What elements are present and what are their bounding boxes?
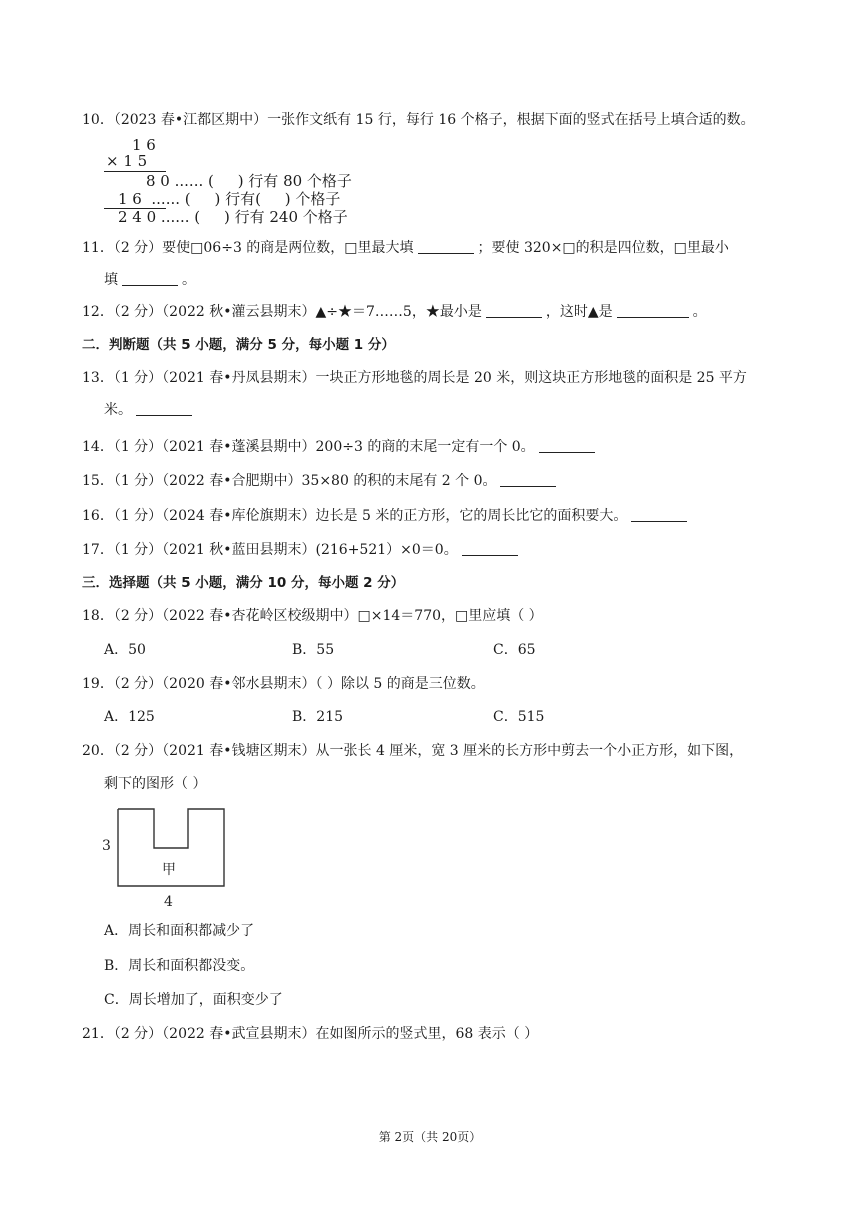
answer-blank[interactable] (462, 541, 518, 556)
q20-option-a[interactable]: A．周长和面积都减少了 (104, 923, 255, 939)
q12-text-c: 。 (692, 304, 707, 320)
q11-text-d: 。 (182, 272, 196, 288)
q14-text: 14．（1 分）（2021 春•蓬溪县期中）200÷3 的商的末尾一定有一个 0。 (82, 439, 535, 455)
answer-blank[interactable] (500, 472, 556, 487)
question-13-line-1: 13．（1 分）（2021 春•丹凤县期末）一块正方形地毯的周长是 20 米，则这块正方形地毯的面积是 25 平方 (82, 370, 747, 386)
question-17 (82, 540, 522, 560)
vertical-row-2: × 1 5 (106, 152, 148, 170)
q16-text: 16．（1 分）（2024 春•库伦旗期末）边长是 5 米的正方形，它的周长比它的面积要大。 (82, 508, 628, 524)
side-label-4: 4 (164, 894, 173, 910)
q19-option-a[interactable]: A．125 (104, 709, 155, 725)
q18-option-c[interactable]: C．65 (493, 642, 536, 658)
q17-text: 17．（1 分）（2021 秋•蓝田县期末）(216+521）×0＝0。 (82, 542, 458, 558)
section-heading-judgement: 二．判断题（共 5 小题，满分 5 分，每小题 1 分） (82, 337, 395, 353)
q20-option-c[interactable]: C．周长增加了，面积变少了 (104, 992, 283, 1008)
question-20-line-1: 20．（2 分）（2021 春•钱塘区期末）从一张长 4 厘米，宽 3 厘米的长方形中剪去一个小正方形，如下图， (82, 743, 744, 759)
q11-text-c: 填 (104, 272, 118, 288)
vertical-row-3: 8 0 ...... ( ) 行有 80 个格子 (146, 172, 352, 190)
section-heading-choice: 三．选择题（共 5 小题，满分 10 分，每小题 2 分） (82, 575, 405, 591)
vertical-multiplication (104, 136, 374, 228)
question-19: 19．（2 分）（2020 春•邻水县期末）（ ）除以 5 的商是三位数。 (82, 676, 485, 692)
answer-blank[interactable] (136, 401, 192, 416)
side-label-3: 3 (102, 838, 111, 854)
q19-option-b[interactable]: B．215 (292, 709, 344, 725)
answer-blank[interactable] (122, 271, 178, 286)
answer-blank[interactable] (631, 507, 687, 522)
question-18: 18．（2 分）（2022 春•杏花岭区校级期中）□×14＝770，□里应填（ ） (82, 608, 543, 624)
question-15 (82, 471, 560, 491)
answer-blank[interactable] (539, 438, 595, 453)
question-10-text: 10．（2023 春•江都区期中）一张作文纸有 15 行，每行 16 个格子，根据下面的竖式在括号上填合适的数。 (82, 112, 755, 128)
q19-option-c[interactable]: C．515 (493, 709, 545, 725)
q12-text-b: ，这时▲是 (545, 304, 613, 320)
q18-option-b[interactable]: B．55 (292, 642, 335, 658)
q11-text-b: ；要使 320×□的积是四位数，□里最小 (477, 240, 729, 256)
question-11-line-1 (82, 238, 729, 258)
q11-text-a: 11．（2 分）要使□06÷3 的商是两位数，□里最大填 (82, 240, 414, 256)
answer-blank[interactable] (418, 239, 474, 254)
page-footer: 第 2页（共 20页） (378, 1130, 482, 1144)
q15-text: 15．（1 分）（2022 春•合肥期中）35×80 的积的末尾有 2 个 0。 (82, 473, 497, 489)
answer-blank[interactable] (486, 303, 542, 318)
question-20-line-2: 剩下的图形（ ） (104, 776, 207, 792)
question-21: 21．（2 分）（2022 春•武宣县期末）在如图所示的竖式里，68 表示（ ） (82, 1026, 539, 1042)
q20-option-b[interactable]: B．周长和面积都没变。 (104, 958, 255, 974)
question-14 (82, 437, 599, 457)
vertical-row-5: 2 4 0 ...... ( ) 行有 240 个格子 (118, 208, 348, 226)
question-13-line-2 (104, 400, 196, 420)
cut-rectangle-diagram (98, 808, 248, 910)
cut-rectangle-figure (98, 808, 248, 914)
q13-text-b: 米。 (104, 402, 132, 418)
question-12 (82, 302, 707, 322)
question-11-line-2 (104, 270, 196, 290)
vertical-row-4: 1 6 ...... ( ) 行有( ) 个格子 (118, 190, 341, 208)
answer-blank[interactable] (617, 303, 689, 318)
shape-label-jia: 甲 (162, 862, 176, 878)
q18-option-a[interactable]: A．50 (104, 642, 146, 658)
q12-text-a: 12．（2 分）（2022 秋•灌云县期末）▲÷★＝7……5，★最小是 (82, 304, 482, 320)
question-16 (82, 506, 691, 526)
vertical-row-1: 1 6 (132, 136, 156, 154)
